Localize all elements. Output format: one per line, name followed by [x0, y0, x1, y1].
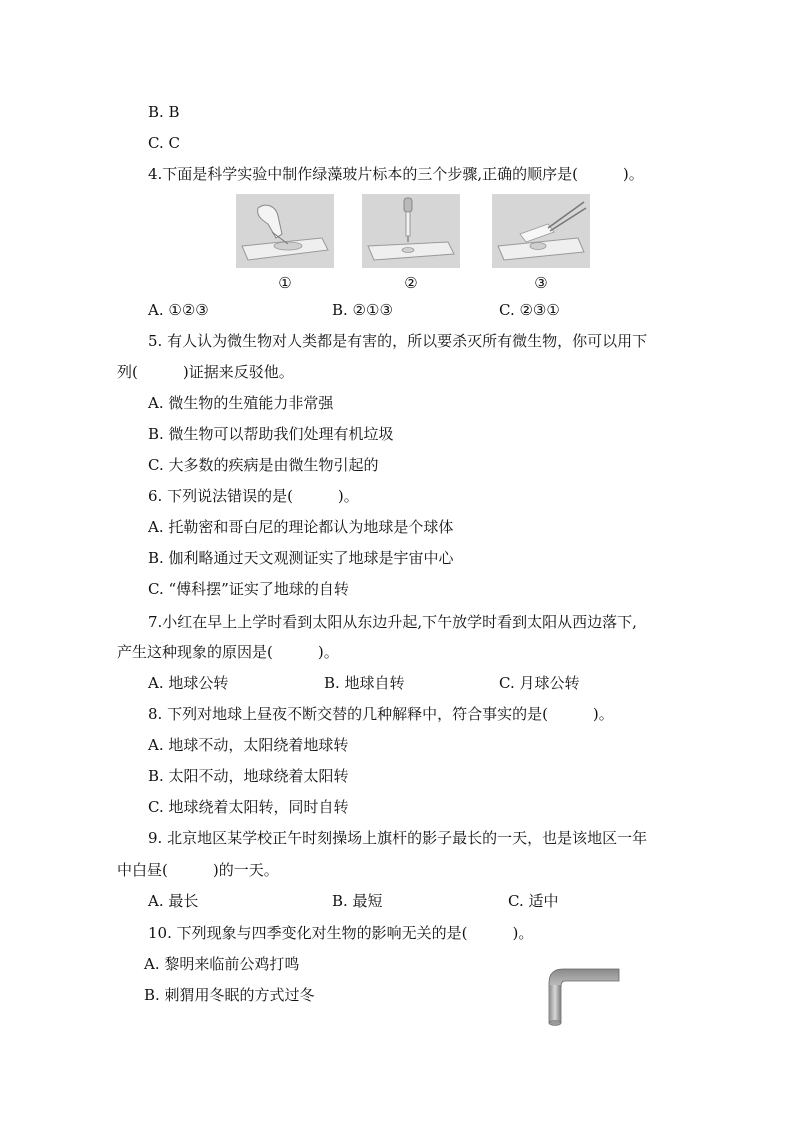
pipe-graphic — [545, 965, 621, 1027]
option-q9-c: C. 适中 — [508, 892, 559, 910]
question-7-line-1: 7.小红在早上上学时看到太阳从东边升起,下午放学时看到太阳从西边落下, — [148, 613, 637, 631]
option-q6-b: B. 伽利略通过天文观测证实了地球是宇宙中心 — [148, 549, 454, 567]
option-q5-b: B. 微生物可以帮助我们处理有机垃圾 — [148, 425, 394, 443]
option-q6-c: C. “傅科摆”证实了地球的自转 — [148, 580, 349, 598]
option-q4-a: A. ①②③ — [148, 301, 209, 319]
option-q3-c: C. C — [148, 134, 180, 152]
figure-label-1: ① — [278, 274, 292, 292]
option-q4-b: B. ②①③ — [332, 301, 393, 319]
option-q6-a: A. 托勒密和哥白尼的理论都认为地球是个球体 — [148, 518, 454, 536]
option-q9-b: B. 最短 — [332, 892, 383, 910]
figure-label-2: ② — [404, 274, 418, 292]
figure-label-3: ③ — [534, 274, 548, 292]
figure-step-3-image — [492, 194, 590, 268]
question-5-line-2: 列( )证据来反驳他。 — [117, 363, 294, 381]
question-5-line-1: 5. 有人认为微生物对人类都是有害的，所以要杀灭所有微生物，你可以用下 — [148, 332, 648, 350]
question-4-text: 4.下面是科学实验中制作绿藻玻片标本的三个步骤,正确的顺序是( )。 — [148, 165, 644, 183]
question-7-line-2: 产生这种现象的原因是( )。 — [117, 643, 339, 661]
question-9-line-2: 中白昼( )的一天。 — [117, 861, 279, 879]
question-10-text: 10. 下列现象与四季变化对生物的影响无关的是( )。 — [148, 924, 534, 942]
option-q8-c: C. 地球绕着太阳转，同时自转 — [148, 798, 349, 816]
figure-step-2-image — [362, 194, 460, 268]
option-q8-a: A. 地球不动，太阳绕着地球转 — [148, 736, 349, 754]
option-q10-a: A. 黎明来临前公鸡打鸣 — [144, 955, 300, 973]
option-q7-a: A. 地球公转 — [148, 674, 229, 692]
question-9-line-1: 9. 北京地区某学校正午时刻操场上旗杆的影子最长的一天，也是该地区一年 — [148, 829, 648, 847]
figure-step-1-image — [236, 194, 334, 268]
option-q5-a: A. 微生物的生殖能力非常强 — [148, 394, 334, 412]
question-6-text: 6. 下列说法错误的是( )。 — [148, 487, 359, 505]
question-8-text: 8. 下列对地球上昼夜不断交替的几种解释中，符合事实的是( )。 — [148, 705, 614, 723]
option-q5-c: C. 大多数的疾病是由微生物引起的 — [148, 456, 379, 474]
option-q10-b: B. 刺猬用冬眠的方式过冬 — [144, 986, 315, 1004]
option-q7-b: B. 地球自转 — [324, 674, 405, 692]
option-q8-b: B. 太阳不动，地球绕着太阳转 — [148, 767, 349, 785]
option-q3-b: B. B — [148, 103, 180, 121]
option-q9-a: A. 最长 — [148, 892, 199, 910]
option-q4-c: C. ②③① — [499, 301, 560, 319]
option-q7-c: C. 月球公转 — [499, 674, 580, 692]
